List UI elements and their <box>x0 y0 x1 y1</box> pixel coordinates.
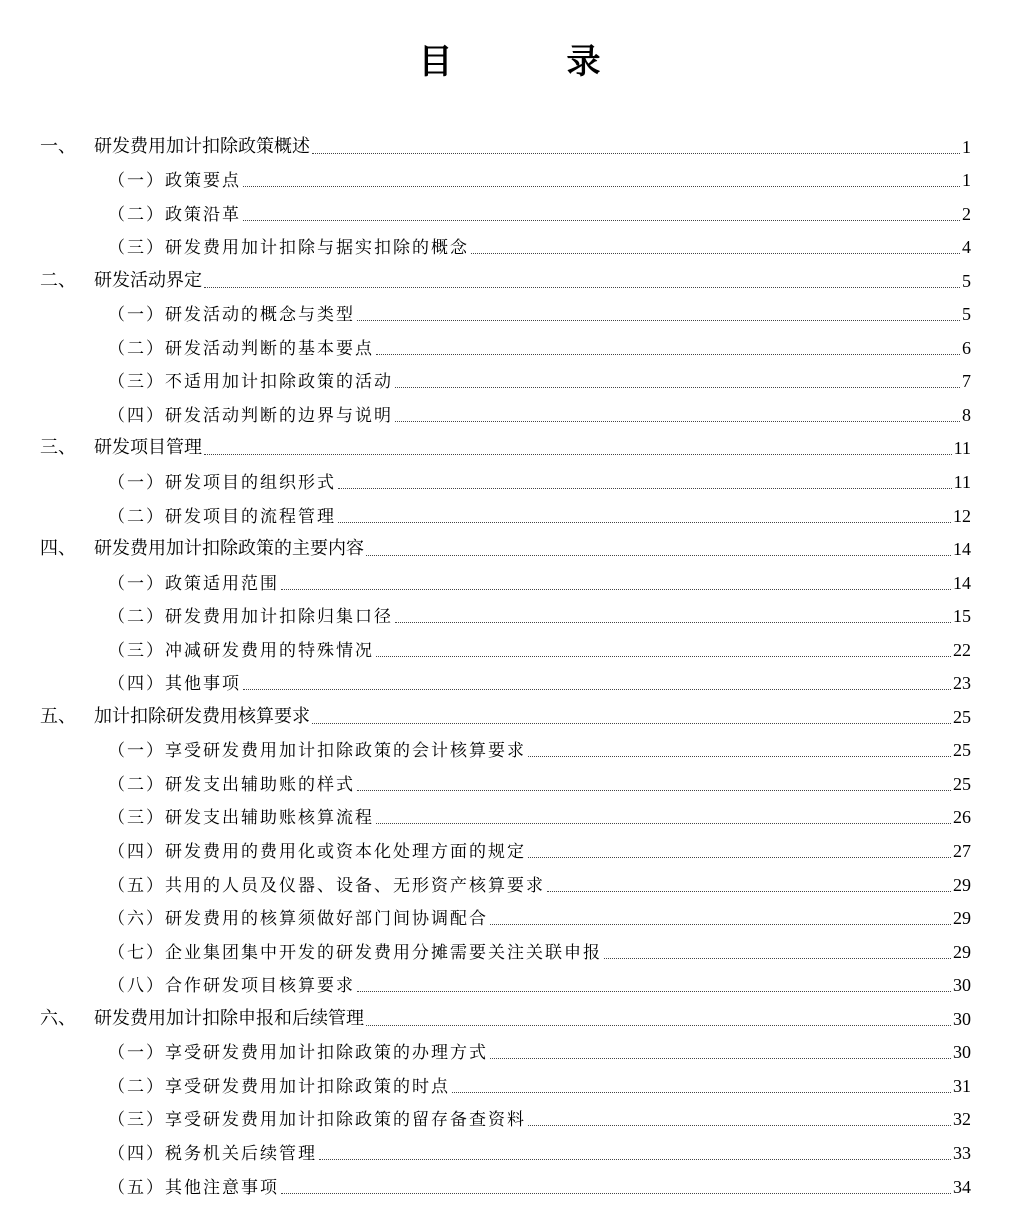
toc-section-entry[interactable] <box>0 900 1019 934</box>
toc-entry-label: （一）政策适用范围 <box>108 573 279 594</box>
toc-page-number: 25 <box>953 740 971 761</box>
toc-page-number: 25 <box>953 773 971 794</box>
toc-page-number: 5 <box>962 304 971 325</box>
toc-page-number: 27 <box>953 841 971 862</box>
toc-chapter-entry[interactable] <box>0 531 1019 565</box>
toc-section-entry[interactable] <box>0 497 1019 531</box>
toc-entry-label: （二）研发项目的流程管理 <box>108 506 336 527</box>
toc-page-number: 34 <box>953 1176 971 1197</box>
toc-dot-leader <box>319 1159 951 1160</box>
toc-dot-leader <box>338 522 951 523</box>
toc-entry-label: （一）政策要点 <box>108 171 241 192</box>
toc-page-number: 30 <box>953 1042 971 1063</box>
toc-dot-leader <box>357 991 951 992</box>
toc-entry-label: 研发费用加计扣除申报和后续管理 <box>94 1007 364 1029</box>
toc-section-entry[interactable] <box>0 463 1019 497</box>
toc-entry-label: （五）共用的人员及仪器、设备、无形资产核算要求 <box>108 875 545 896</box>
toc-section-entry[interactable] <box>0 564 1019 598</box>
toc-dot-leader <box>281 589 951 590</box>
toc-entry-label: （二）研发费用加计扣除归集口径 <box>108 607 393 628</box>
toc-dot-leader <box>312 153 960 154</box>
toc-section-entry[interactable] <box>0 598 1019 632</box>
toc-dot-leader <box>452 1092 951 1093</box>
toc-entry-label: （三）研发费用加计扣除与据实扣除的概念 <box>108 238 469 259</box>
toc-entry-label: （一）享受研发费用加计扣除政策的办理方式 <box>108 1043 488 1064</box>
toc-entry-label: （一）享受研发费用加计扣除政策的会计核算要求 <box>108 741 526 762</box>
toc-dot-leader <box>395 387 960 388</box>
toc-section-entry[interactable] <box>0 229 1019 263</box>
toc-dot-leader <box>366 1025 951 1026</box>
toc-dot-leader <box>547 891 951 892</box>
toc-dot-leader <box>243 186 960 187</box>
toc-section-entry[interactable] <box>0 631 1019 665</box>
toc-entry-label: （八）合作研发项目核算要求 <box>108 976 355 997</box>
toc-entry-label: （四）研发活动判断的边界与说明 <box>108 405 393 426</box>
toc-entry-label: （三）不适用加计扣除政策的活动 <box>108 372 393 393</box>
toc-dot-leader <box>204 287 960 288</box>
toc-section-entry[interactable] <box>0 933 1019 967</box>
toc-page-number: 8 <box>962 404 971 425</box>
toc-dot-leader <box>376 656 951 657</box>
toc-chapter-entry[interactable] <box>0 262 1019 296</box>
toc-entry-label: （四）研发费用的费用化或资本化处理方面的规定 <box>108 842 526 863</box>
toc-entry-label: （二）政策沿革 <box>108 204 241 225</box>
toc-entry-label: 研发费用加计扣除政策概述 <box>94 135 310 157</box>
toc-entry-label: 加计扣除研发费用核算要求 <box>94 705 310 727</box>
toc-page-number: 15 <box>953 606 971 627</box>
toc-page-number: 12 <box>953 505 971 526</box>
toc-page-number: 33 <box>953 1142 971 1163</box>
toc-entry-label: 研发费用加计扣除政策的主要内容 <box>94 538 364 560</box>
toc-section-entry[interactable] <box>0 866 1019 900</box>
toc-page-number: 1 <box>962 170 971 191</box>
toc-page-number: 29 <box>953 874 971 895</box>
toc-page-number: 7 <box>962 371 971 392</box>
toc-dot-leader <box>471 253 960 254</box>
toc-dot-leader <box>528 1125 951 1126</box>
toc-dot-leader <box>312 723 951 724</box>
toc-chapter-number: 六、 <box>40 1007 76 1029</box>
toc-page-number: 25 <box>953 706 971 727</box>
toc-section-entry[interactable] <box>0 329 1019 363</box>
toc-page-number: 29 <box>953 941 971 962</box>
toc-entry-label: （七）企业集团集中开发的研发费用分摊需要关注关联申报 <box>108 942 602 963</box>
toc-page-number: 14 <box>953 572 971 593</box>
toc-page-number: 5 <box>962 270 971 291</box>
toc-entry-label: （三）冲减研发费用的特殊情况 <box>108 640 374 661</box>
toc-entry-label: （三）研发支出辅助账核算流程 <box>108 808 374 829</box>
toc-dot-leader <box>243 220 960 221</box>
toc-entry-label: （四）税务机关后续管理 <box>108 1143 317 1164</box>
toc-section-entry[interactable] <box>0 1168 1019 1202</box>
toc-dot-leader <box>204 454 952 455</box>
toc-chapter-entry[interactable] <box>0 430 1019 464</box>
toc-dot-leader <box>528 756 951 757</box>
toc-dot-leader <box>243 689 951 690</box>
toc-section-entry[interactable] <box>0 967 1019 1001</box>
toc-dot-leader <box>490 924 951 925</box>
toc-section-entry[interactable] <box>0 195 1019 229</box>
toc-section-entry[interactable] <box>0 1067 1019 1101</box>
toc-page-number: 1 <box>962 136 971 157</box>
toc-entry-label: 研发活动界定 <box>94 269 202 291</box>
toc-section-entry[interactable] <box>0 1034 1019 1068</box>
toc-page-number: 30 <box>953 1008 971 1029</box>
toc-dot-leader <box>490 1058 951 1059</box>
page-title: 目 录 <box>418 42 641 82</box>
toc-entry-label: （一）研发项目的组织形式 <box>108 473 336 494</box>
toc-section-entry[interactable] <box>0 1134 1019 1168</box>
toc-chapter-entry[interactable] <box>0 698 1019 732</box>
toc-dot-leader <box>528 857 951 858</box>
toc-chapter-entry[interactable] <box>0 128 1019 162</box>
toc-dot-leader <box>281 1193 951 1194</box>
toc-section-entry[interactable] <box>0 765 1019 799</box>
toc-entry-label: 研发项目管理 <box>94 437 202 459</box>
toc-section-entry[interactable] <box>0 799 1019 833</box>
toc-section-entry[interactable] <box>0 832 1019 866</box>
toc-entry-label: （一）研发活动的概念与类型 <box>108 305 355 326</box>
toc-page-number: 11 <box>953 438 971 459</box>
toc-page-number: 14 <box>953 539 971 560</box>
toc-chapter-number: 二、 <box>40 269 76 291</box>
toc-section-entry[interactable] <box>0 396 1019 430</box>
toc-entry-label: （五）其他注意事项 <box>108 1177 279 1198</box>
toc-section-entry[interactable] <box>0 162 1019 196</box>
toc-entry-label: （二）研发活动判断的基本要点 <box>108 338 374 359</box>
toc-page-number: 6 <box>962 337 971 358</box>
toc-entry-label: （三）享受研发费用加计扣除政策的留存备查资料 <box>108 1110 526 1131</box>
toc-page-number: 32 <box>953 1109 971 1130</box>
toc-entry-label: （二）研发支出辅助账的样式 <box>108 774 355 795</box>
toc-section-entry[interactable] <box>0 1101 1019 1135</box>
toc-page-number: 29 <box>953 908 971 929</box>
toc-section-entry[interactable] <box>0 665 1019 699</box>
toc-dot-leader <box>357 790 951 791</box>
toc-entry-label: （二）享受研发费用加计扣除政策的时点 <box>108 1076 450 1097</box>
toc-entry-label: （六）研发费用的核算须做好部门间协调配合 <box>108 909 488 930</box>
toc-dot-leader <box>395 421 960 422</box>
toc-chapter-number: 一、 <box>40 135 76 157</box>
toc-dot-leader <box>376 823 951 824</box>
toc-page-number: 22 <box>953 639 971 660</box>
toc-page-number: 23 <box>953 673 971 694</box>
toc-entry-label: （四）其他事项 <box>108 674 241 695</box>
toc-page-number: 11 <box>953 472 971 493</box>
table-of-contents <box>0 128 1019 1202</box>
toc-dot-leader <box>395 622 951 623</box>
toc-page-number: 4 <box>962 237 971 258</box>
toc-dot-leader <box>604 958 951 959</box>
toc-dot-leader <box>366 555 951 556</box>
toc-dot-leader <box>338 488 952 489</box>
toc-page-number: 26 <box>953 807 971 828</box>
toc-chapter-number: 三、 <box>40 437 76 459</box>
toc-dot-leader <box>357 320 960 321</box>
toc-chapter-number: 四、 <box>40 538 76 560</box>
toc-chapter-number: 五、 <box>40 705 76 727</box>
toc-page-number: 30 <box>953 975 971 996</box>
toc-page-number: 2 <box>962 203 971 224</box>
toc-section-entry[interactable] <box>0 363 1019 397</box>
toc-section-entry[interactable] <box>0 732 1019 766</box>
toc-section-entry[interactable] <box>0 296 1019 330</box>
toc-page-number: 31 <box>953 1075 971 1096</box>
toc-chapter-entry[interactable] <box>0 1000 1019 1034</box>
toc-dot-leader <box>376 354 960 355</box>
